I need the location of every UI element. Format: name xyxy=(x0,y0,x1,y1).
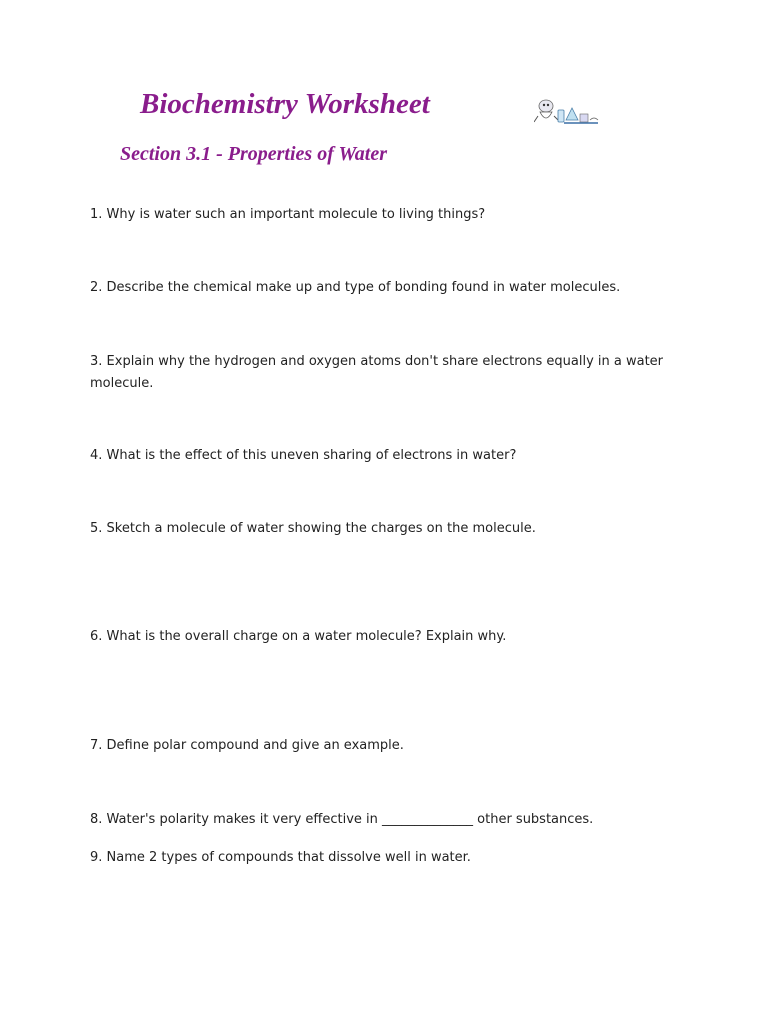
question-2: 2. Describe the chemical make up and type of bonding found in water molecules. xyxy=(90,280,621,295)
question-1: 1. Why is water such an important molecule to living things? xyxy=(90,207,486,222)
question-7: 7. Define polar compound and give an example. xyxy=(90,738,404,753)
question-8: 8. Water's polarity makes it very effective in ______________ other substances. xyxy=(90,812,594,827)
question-4: 4. What is the effect of this uneven sharing of electrons in water? xyxy=(90,448,517,463)
section-title: Section 3.1 - Properties of Water xyxy=(120,143,388,165)
question-6: 6. What is the overall charge on a water molecule? Explain why. xyxy=(90,629,507,644)
question-5: 5. Sketch a molecule of water showing the charges on the molecule. xyxy=(90,521,536,536)
question-9: 9. Name 2 types of compounds that dissolve well in water. xyxy=(90,850,471,865)
lab-scientist-icon xyxy=(534,96,600,126)
worksheet-title: Biochemistry Worksheet xyxy=(140,88,430,120)
question-3: 3. Explain why the hydrogen and oxygen atoms don't share electrons equally in a water molecule. xyxy=(90,354,664,391)
